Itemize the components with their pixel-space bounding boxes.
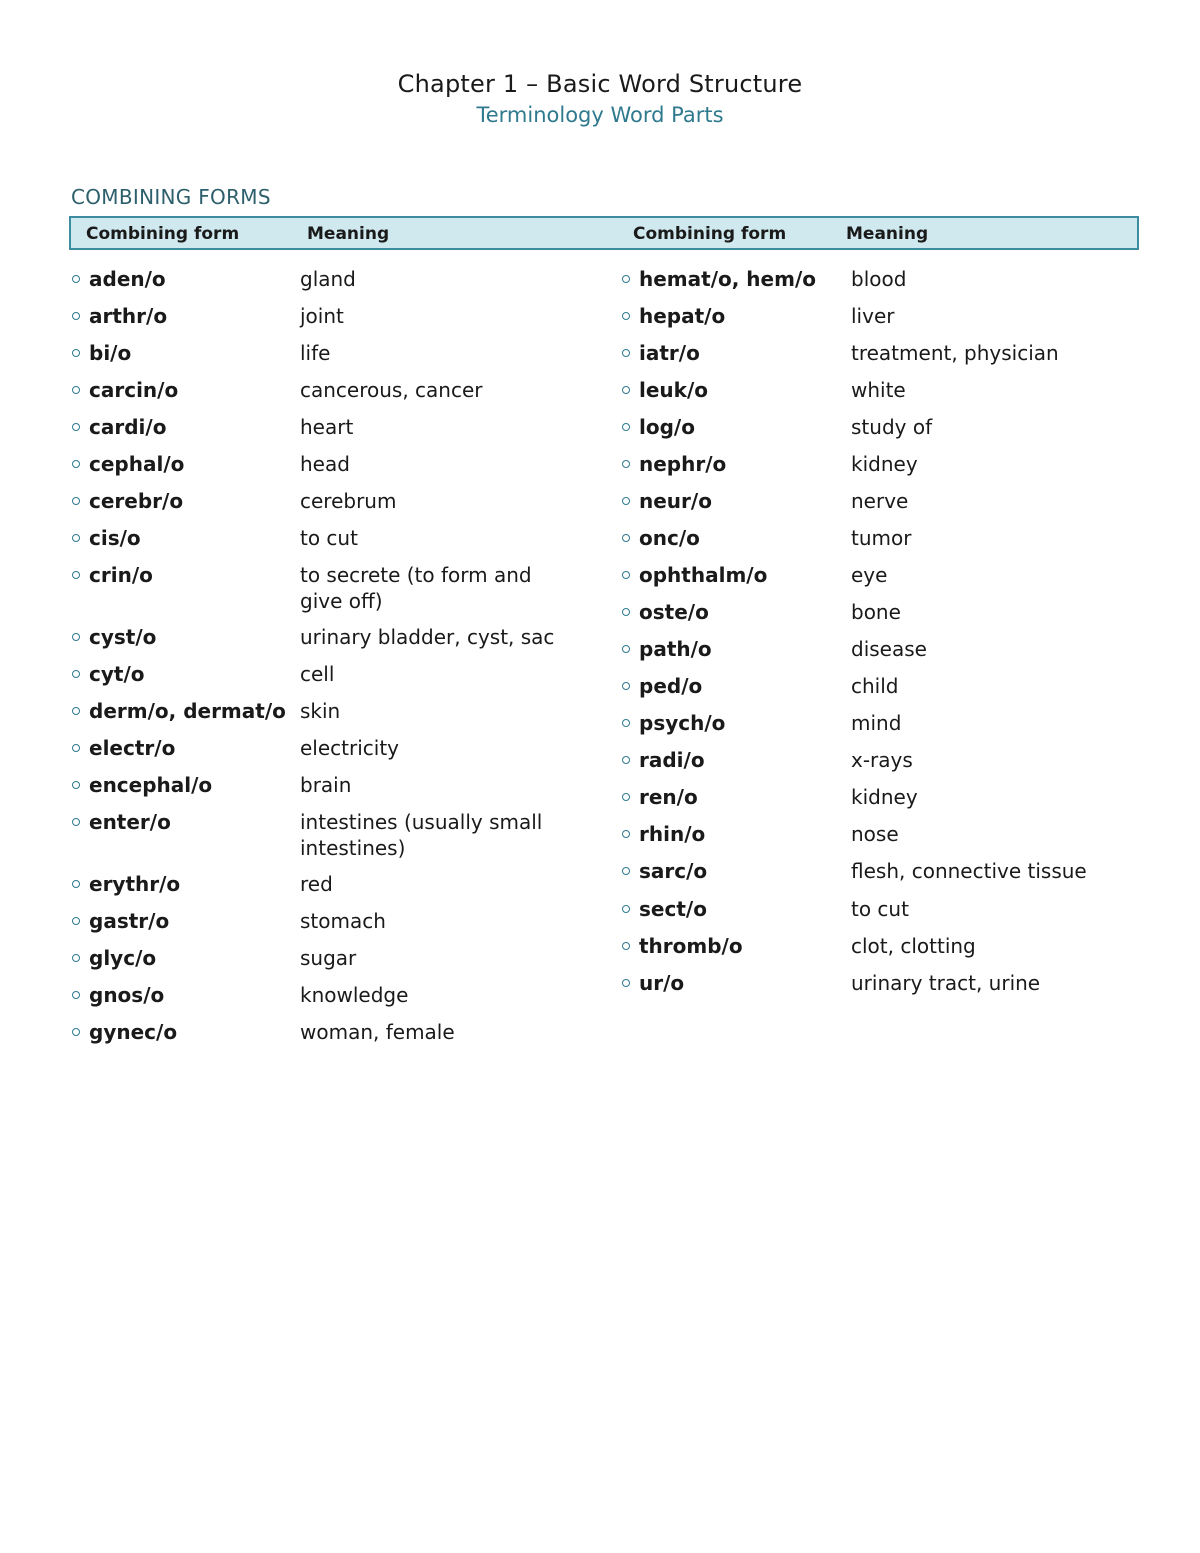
hollow-circle-bullet-icon (72, 423, 80, 431)
term-meaning: to cut (851, 897, 909, 921)
combining-form-term: enter/o (89, 810, 171, 834)
term-meaning: mind (851, 711, 902, 735)
combining-form-term: cyt/o (89, 662, 145, 686)
combining-form-term: gynec/o (89, 1020, 178, 1044)
combining-form-term: gastr/o (89, 909, 170, 933)
hollow-circle-bullet-icon (622, 645, 630, 653)
header-combining-form-right: Combining form (633, 224, 787, 244)
combining-form-term: radi/o (639, 748, 705, 772)
hollow-circle-bullet-icon (72, 670, 80, 678)
hollow-circle-bullet-icon (622, 793, 630, 801)
combining-form-term: path/o (639, 637, 712, 661)
combining-form-term: sect/o (639, 897, 707, 921)
section-title: COMBINING FORMS (71, 185, 271, 209)
combining-form-term: onc/o (639, 526, 700, 550)
combining-form-term: ur/o (639, 971, 685, 995)
term-meaning: sugar (300, 946, 357, 970)
table-header (69, 216, 1139, 250)
combining-form-term: cis/o (89, 526, 141, 550)
term-meaning: joint (300, 304, 344, 328)
hollow-circle-bullet-icon (622, 275, 630, 283)
hollow-circle-bullet-icon (72, 781, 80, 789)
combining-form-term: ophthalm/o (639, 563, 768, 587)
term-meaning: cerebrum (300, 489, 397, 513)
term-meaning: knowledge (300, 983, 409, 1007)
combining-form-term: neur/o (639, 489, 712, 513)
combining-form-term: glyc/o (89, 946, 157, 970)
hollow-circle-bullet-icon (72, 1028, 80, 1036)
combining-form-term: bi/o (89, 341, 132, 365)
hollow-circle-bullet-icon (622, 830, 630, 838)
hollow-circle-bullet-icon (72, 349, 80, 357)
combining-form-term: nephr/o (639, 452, 727, 476)
hollow-circle-bullet-icon (72, 497, 80, 505)
hollow-circle-bullet-icon (622, 386, 630, 394)
hollow-circle-bullet-icon (622, 979, 630, 987)
combining-form-term: cerebr/o (89, 489, 184, 513)
term-meaning: liver (851, 304, 895, 328)
combining-form-term: rhin/o (639, 822, 706, 846)
combining-form-term: iatr/o (639, 341, 700, 365)
combining-form-term: sarc/o (639, 859, 708, 883)
term-meaning: red (300, 872, 333, 896)
hollow-circle-bullet-icon (622, 867, 630, 875)
combining-form-term: hepat/o (639, 304, 726, 328)
hollow-circle-bullet-icon (622, 349, 630, 357)
term-meaning: intestines (usually small intestines) (300, 810, 543, 860)
combining-form-term: crin/o (89, 563, 153, 587)
term-meaning: stomach (300, 909, 386, 933)
combining-form-term: ped/o (639, 674, 703, 698)
header-meaning-left: Meaning (307, 224, 390, 244)
term-meaning: to cut (300, 526, 358, 550)
term-meaning: head (300, 452, 350, 476)
hollow-circle-bullet-icon (622, 756, 630, 764)
document-subtitle: Terminology Word Parts (476, 103, 724, 127)
term-meaning: disease (851, 637, 927, 661)
hollow-circle-bullet-icon (622, 942, 630, 950)
term-meaning: eye (851, 563, 888, 587)
hollow-circle-bullet-icon (622, 682, 630, 690)
term-meaning: x-rays (851, 748, 913, 772)
hollow-circle-bullet-icon (72, 386, 80, 394)
combining-form-term: ren/o (639, 785, 698, 809)
term-meaning: woman, female (300, 1020, 455, 1044)
term-meaning: study of (851, 415, 933, 439)
term-meaning: clot, clotting (851, 934, 976, 958)
term-meaning: nerve (851, 489, 909, 513)
hollow-circle-bullet-icon (622, 719, 630, 727)
hollow-circle-bullet-icon (72, 312, 80, 320)
combining-form-term: cyst/o (89, 625, 157, 649)
combining-form-term: encephal/o (89, 773, 213, 797)
combining-form-term: arthr/o (89, 304, 168, 328)
combining-form-term: gnos/o (89, 983, 165, 1007)
hollow-circle-bullet-icon (72, 571, 80, 579)
combining-form-term: log/o (639, 415, 695, 439)
hollow-circle-bullet-icon (72, 954, 80, 962)
hollow-circle-bullet-icon (72, 818, 80, 826)
header-meaning-right: Meaning (846, 224, 929, 244)
combining-form-term: psych/o (639, 711, 726, 735)
hollow-circle-bullet-icon (72, 275, 80, 283)
term-meaning: child (851, 674, 899, 698)
term-meaning: white (851, 378, 906, 402)
term-meaning: treatment, physician (851, 341, 1059, 365)
term-meaning: blood (851, 267, 907, 291)
term-meaning: cell (300, 662, 335, 686)
document-title: Chapter 1 – Basic Word Structure (397, 70, 803, 98)
combining-form-term: cardi/o (89, 415, 167, 439)
hollow-circle-bullet-icon (72, 991, 80, 999)
hollow-circle-bullet-icon (622, 608, 630, 616)
combining-form-term: thromb/o (639, 934, 743, 958)
combining-form-term: hemat/o, hem/o (639, 267, 816, 291)
term-meaning: urinary tract, urine (851, 971, 1041, 995)
hollow-circle-bullet-icon (622, 312, 630, 320)
hollow-circle-bullet-icon (72, 633, 80, 641)
hollow-circle-bullet-icon (622, 497, 630, 505)
term-meaning: skin (300, 699, 341, 723)
hollow-circle-bullet-icon (622, 460, 630, 468)
term-meaning: bone (851, 600, 901, 624)
term-meaning: kidney (851, 785, 918, 809)
combining-form-term: aden/o (89, 267, 166, 291)
hollow-circle-bullet-icon (72, 707, 80, 715)
combining-form-term: oste/o (639, 600, 709, 624)
hollow-circle-bullet-icon (72, 460, 80, 468)
term-meaning: nose (851, 822, 899, 846)
term-meaning: cancerous, cancer (300, 378, 483, 402)
term-meaning: kidney (851, 452, 918, 476)
term-meaning: brain (300, 773, 352, 797)
combining-form-term: leuk/o (639, 378, 709, 402)
hollow-circle-bullet-icon (72, 744, 80, 752)
hollow-circle-bullet-icon (72, 917, 80, 925)
term-meaning: flesh, connective tissue (851, 859, 1087, 883)
term-meaning: to secrete (to form and give off) (300, 563, 532, 613)
header-combining-form-left: Combining form (86, 224, 240, 244)
combining-form-term: derm/o, dermat/o (89, 699, 286, 723)
combining-form-term: electr/o (89, 736, 176, 760)
hollow-circle-bullet-icon (72, 534, 80, 542)
hollow-circle-bullet-icon (622, 534, 630, 542)
combining-form-term: erythr/o (89, 872, 181, 896)
hollow-circle-bullet-icon (622, 571, 630, 579)
term-meaning: urinary bladder, cyst, sac (300, 625, 555, 649)
term-meaning: gland (300, 267, 356, 291)
hollow-circle-bullet-icon (622, 423, 630, 431)
term-meaning: heart (300, 415, 354, 439)
term-meaning: tumor (851, 526, 912, 550)
term-meaning: life (300, 341, 331, 365)
hollow-circle-bullet-icon (622, 905, 630, 913)
combining-form-term: carcin/o (89, 378, 179, 402)
combining-form-term: cephal/o (89, 452, 185, 476)
term-meaning: electricity (300, 736, 400, 760)
hollow-circle-bullet-icon (72, 880, 80, 888)
